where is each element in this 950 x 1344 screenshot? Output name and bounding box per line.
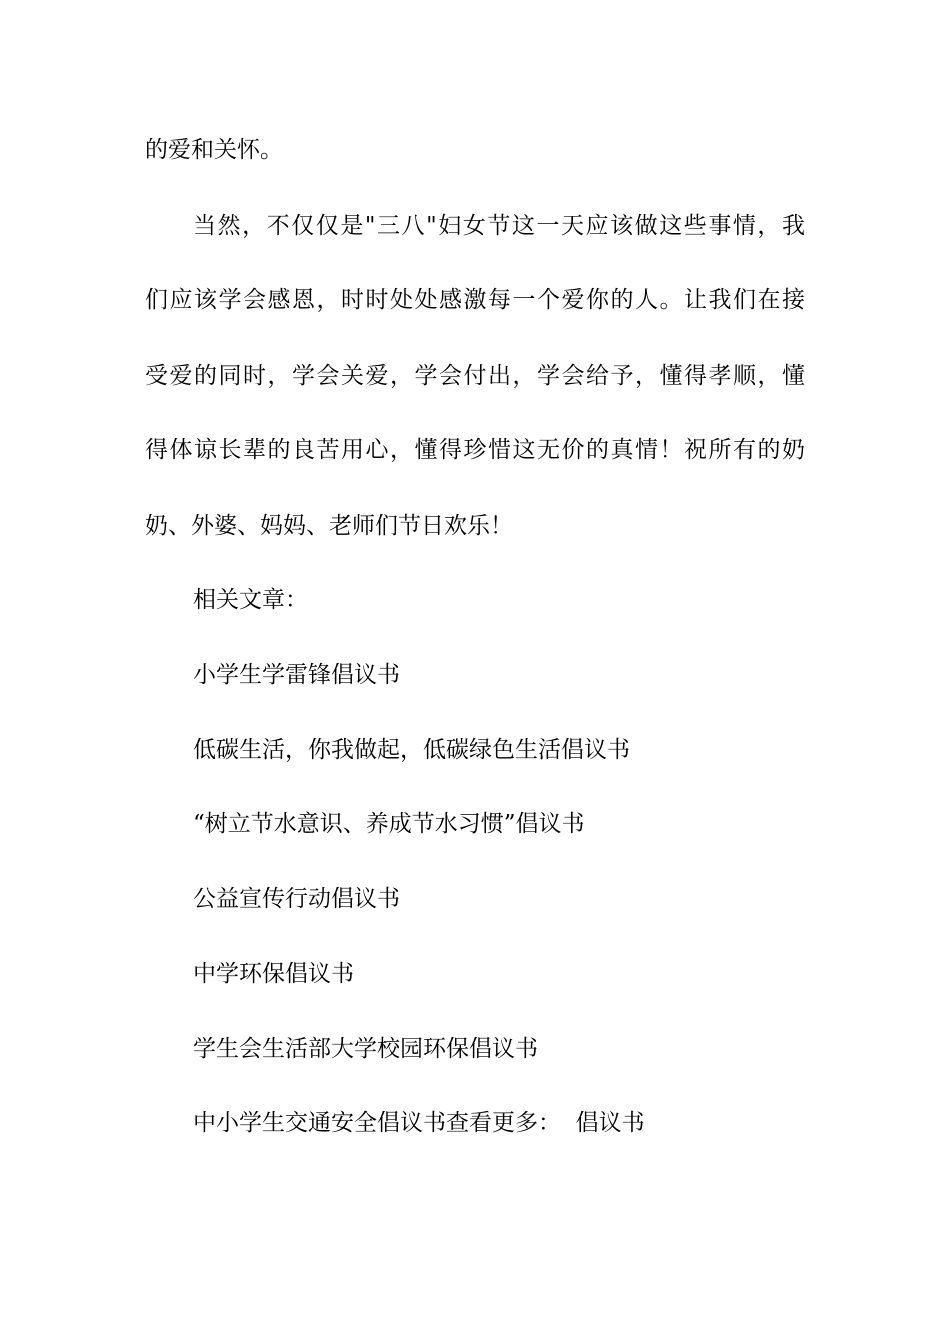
paragraph-2-line-4: 得体谅长辈的良苦用心，懂得珍惜这无价的真情！祝所有的奶 [145, 437, 805, 463]
paragraph-2-line-2: 们应该学会感恩，时时处处感激每一个爱你的人。让我们在接 [145, 287, 805, 313]
related-article-link[interactable]: 小学生学雷锋倡议书 [193, 662, 400, 688]
paragraph-2-line-5: 奶、外婆、妈妈、老师们节日欢乐！ [145, 513, 513, 539]
paragraph-1-line-1: 的爱和关怀。 [145, 137, 283, 163]
related-article-link[interactable]: 中学环保倡议书 [193, 961, 354, 987]
related-article-link[interactable]: 公益宣传行动倡议书 [193, 886, 400, 912]
related-article-link[interactable]: 学生会生活部大学校园环保倡议书 [193, 1036, 538, 1062]
related-article-link[interactable]: 低碳生活，你我做起，低碳绿色生活倡议书 [193, 737, 630, 763]
related-article-link[interactable]: “树立节水意识、养成节水习惯”倡议书 [193, 811, 585, 837]
related-articles-heading: 相关文章： [193, 587, 308, 613]
related-article-link-see-more[interactable]: 中小学生交通安全倡议书查看更多： 倡议书 [193, 1110, 645, 1136]
paragraph-2-line-3: 受爱的同时，学会关爱，学会付出，学会给予，懂得孝顺，懂 [145, 363, 805, 389]
paragraph-2-line-1: 当然，不仅仅是"三八"妇女节这一天应该做这些事情，我 [193, 213, 805, 239]
